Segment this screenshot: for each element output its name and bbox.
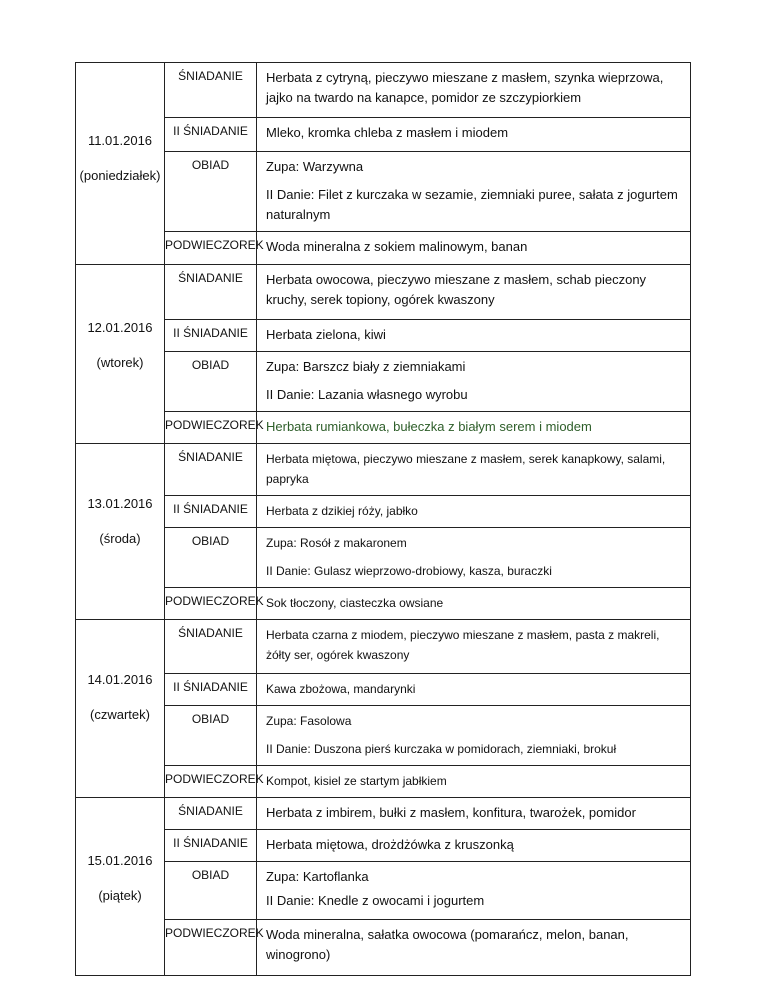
day-name: (wtorek) [96, 355, 144, 370]
meal-label: ŚNIADANIE [165, 444, 257, 496]
meal-label: PODWIECZOREK [165, 232, 257, 265]
meal-label: II ŚNIADANIE [165, 320, 257, 352]
meal-label: PODWIECZOREK [165, 588, 257, 620]
meal-label: OBIAD [165, 352, 257, 412]
table-row [76, 798, 691, 830]
meal-label: PODWIECZOREK [165, 766, 257, 798]
table-row [76, 674, 691, 706]
day-date: 15.01.2016 [87, 853, 153, 868]
meal-description: Herbata rumiankowa, bułeczka z białym serem i miodem [257, 412, 691, 444]
day-cell [76, 444, 165, 620]
soup-text: Zupa: Kartoflanka [266, 869, 369, 884]
day-date: 13.01.2016 [87, 496, 153, 511]
meal-label: II ŚNIADANIE [165, 496, 257, 528]
meal-label: OBIAD [165, 862, 257, 920]
main-course-text: II Danie: Filet z kurczaka w sezamie, ziemniaki puree, sałata z jogurtem naturalnym [266, 187, 678, 222]
meal-description: Kompot, kisiel ze startym jabłkiem [257, 766, 691, 798]
meal-label: ŚNIADANIE [165, 798, 257, 830]
meal-label: PODWIECZOREK [165, 412, 257, 444]
table-row [76, 352, 691, 412]
table-row [76, 118, 691, 152]
table-row [76, 265, 691, 320]
table-row [76, 496, 691, 528]
weekly-menu-table [75, 62, 691, 976]
meal-description [257, 706, 691, 766]
meal-description: Herbata zielona, kiwi [257, 320, 691, 352]
meal-description: Herbata z imbirem, bułki z masłem, konfitura, twarożek, pomidor [257, 798, 691, 830]
soup-text: Zupa: Fasolowa [266, 714, 352, 728]
table-row [76, 320, 691, 352]
meal-description: Herbata miętowa, pieczywo mieszane z masłem, serek kanapkowy, salami, papryka [257, 444, 691, 496]
table-row [76, 862, 691, 920]
day-cell [76, 798, 165, 976]
main-course-text: II Danie: Knedle z owocami i jogurtem [266, 893, 485, 908]
meal-label: OBIAD [165, 152, 257, 232]
meal-description: Herbata miętowa, drożdżówka z kruszonką [257, 830, 691, 862]
soup-text: Zupa: Rosół z makaronem [266, 536, 407, 550]
table-row [76, 232, 691, 265]
meal-label: ŚNIADANIE [165, 265, 257, 320]
meal-label: ŚNIADANIE [165, 620, 257, 674]
table-row [76, 444, 691, 496]
table-row [76, 63, 691, 118]
table-row [76, 528, 691, 588]
day-cell [76, 63, 165, 265]
meal-label: II ŚNIADANIE [165, 830, 257, 862]
day-date: 11.01.2016 [87, 133, 153, 148]
table-row [76, 620, 691, 674]
meal-description: Woda mineralna z sokiem malinowym, banan [257, 232, 691, 265]
meal-label: II ŚNIADANIE [165, 118, 257, 152]
meal-description: Sok tłoczony, ciasteczka owsiane [257, 588, 691, 620]
meal-label: OBIAD [165, 706, 257, 766]
meal-description: Herbata z dzikiej róży, jabłko [257, 496, 691, 528]
meal-label: II ŚNIADANIE [165, 674, 257, 706]
meal-description: Herbata z cytryną, pieczywo mieszane z masłem, szynka wieprzowa, jajko na twardo na kanapce, pomidor ze szczypiorkiem [257, 63, 691, 118]
meal-label: ŚNIADANIE [165, 63, 257, 118]
table-row [76, 152, 691, 232]
main-course-text: II Danie: Duszona pierś kurczaka w pomidorach, ziemniaki, brokuł [266, 742, 617, 756]
table-row [76, 706, 691, 766]
table-row [76, 412, 691, 444]
day-cell [76, 620, 165, 798]
main-course-text: II Danie: Lazania własnego wyrobu [266, 387, 468, 402]
soup-text: Zupa: Warzywna [266, 159, 364, 174]
day-date: 14.01.2016 [87, 672, 153, 687]
meal-description [257, 152, 691, 232]
day-name: (środa) [99, 531, 141, 546]
day-date: 12.01.2016 [87, 320, 153, 335]
day-name: (piątek) [98, 888, 142, 903]
table-row [76, 766, 691, 798]
meal-description: Woda mineralna, sałatka owocowa (pomarańcz, melon, banan, winogrono) [257, 920, 691, 976]
meal-description: Kawa zbożowa, mandarynki [257, 674, 691, 706]
meal-description: Mleko, kromka chleba z masłem i miodem [257, 118, 691, 152]
day-name: (poniedziałek) [79, 168, 161, 183]
meal-description [257, 528, 691, 588]
meal-description: Herbata czarna z miodem, pieczywo mieszane z masłem, pasta z makreli, żółty ser, ogórek kwaszony [257, 620, 691, 674]
meal-label: OBIAD [165, 528, 257, 588]
meal-description: Herbata owocowa, pieczywo mieszane z masłem, schab pieczony kruchy, serek topiony, ogórek kwaszony [257, 265, 691, 320]
soup-text: Zupa: Barszcz biały z ziemniakami [266, 359, 466, 374]
table-row [76, 588, 691, 620]
table-row [76, 830, 691, 862]
meal-description [257, 352, 691, 412]
day-name: (czwartek) [90, 707, 150, 722]
meal-label: PODWIECZOREK [165, 920, 257, 976]
table-row [76, 920, 691, 976]
day-cell [76, 265, 165, 444]
meal-description [257, 862, 691, 920]
main-course-text: II Danie: Gulasz wieprzowo-drobiowy, kasza, buraczki [266, 564, 552, 578]
